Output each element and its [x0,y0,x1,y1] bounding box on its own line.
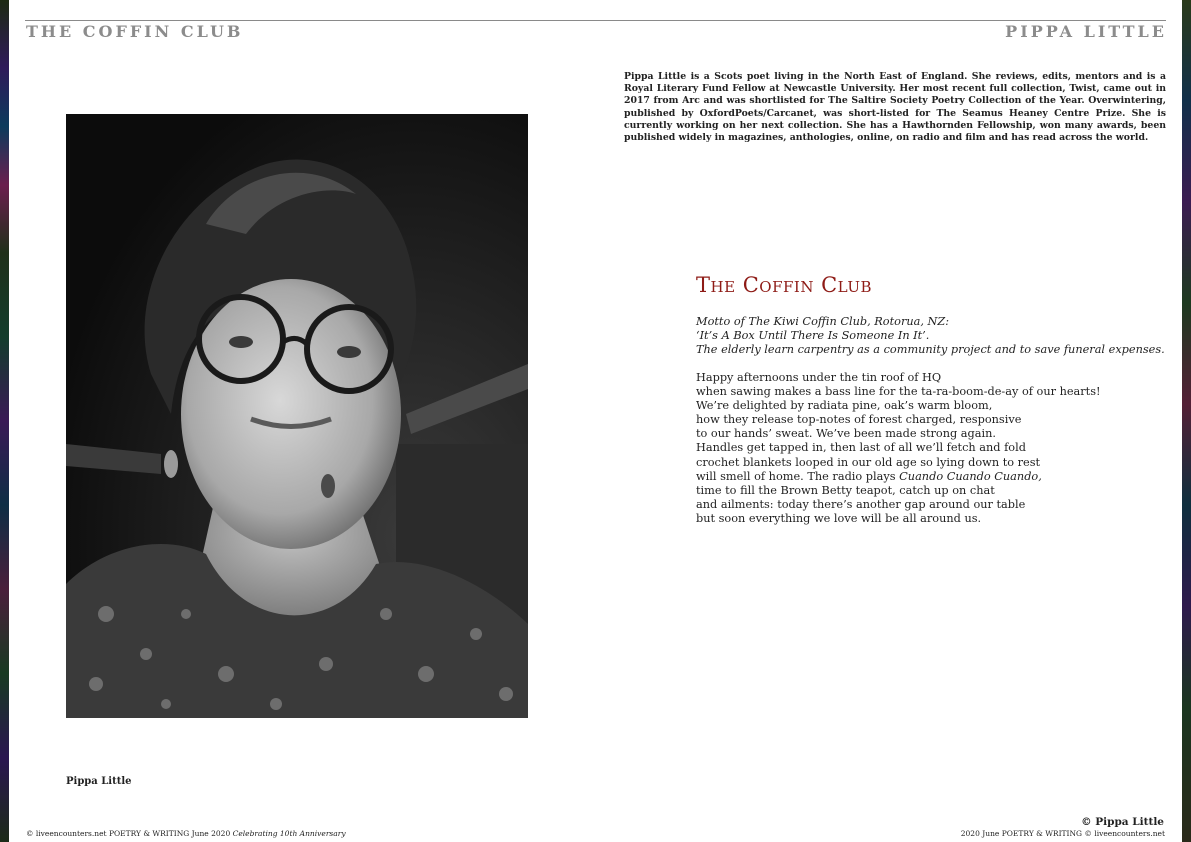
footer-anniversary: Celebrating 10th Anniversary [232,829,346,838]
photo-caption: Pippa Little [66,776,132,787]
song-title: Cuando Cuando Cuando, [899,469,1042,483]
footer-left [26,829,346,838]
right-page-edge-decoration [1182,0,1191,842]
poem-line: how they release top-notes of forest charged, responsive [696,413,1022,427]
left-page-edge-decoration [0,0,9,842]
poem-title: The Coffin Club [696,273,872,297]
poem-line: We’re delighted by radiata pine, oak’s warm bloom, [696,399,993,413]
poem-line: Handles get tapped in, then last of all we’ll fetch and fold [696,441,1026,455]
author-portrait-image [66,114,528,718]
poem-line: crochet blankets looped in our old age so lying down to rest [696,455,1041,469]
running-head-author: PIPPA LITTLE [1005,22,1167,41]
poem-epigraph [696,315,1165,358]
poem-stanza [696,371,1101,526]
poem-line: Happy afternoons under the tin roof of HQ [696,371,942,384]
author-photo [66,114,528,718]
author-bio: Pippa Little is a Scots poet living in the North East of England. She reviews, edits, mentors and is a Royal Literary Fund Fellow at Newcastle University. Her most recent full collection, Twist, came out in 2017 from Arc and was shortlisted for The Saltire Society Poetry Collection of the Year. Overwintering, published by OxfordPoets/Carcanet, was short-listed for The Seamus Heaney Centre Prize. She is currently working on her next collection. She has a Hawthornden Fellowship, won many awards, been published widely in magazines, anthologies, online, on radio and film and has read across the world. [624,71,1166,144]
epigraph-line: Motto of The Kiwi Coffin Club, Rotorua, NZ: [696,315,950,328]
header-rule [25,20,1166,21]
poem-line-text: will smell of home. The radio plays [696,469,900,483]
epigraph-line: ‘It’s A Box Until There Is Someone In It’. [696,329,930,343]
poem-line [696,470,1101,484]
footer-left-text: © liveencounters.net POETRY & WRITING June 2020 [26,829,233,838]
poem-line: but soon everything we love will be all around us. [696,511,982,525]
poem-line: to our hands’ sweat. We’ve been made strong again. [696,427,996,441]
footer-right: 2020 June POETRY & WRITING © liveencounters.net [960,829,1165,838]
epigraph-line: The elderly learn carpentry as a community project and to save funeral expenses. [696,343,1165,357]
poem-line: and ailments: today there’s another gap around our table [696,497,1026,511]
poem-line: when sawing makes a bass line for the ta-ra-boom-de-ay of our hearts! [696,385,1101,399]
running-head-title: THE COFFIN CLUB [26,22,244,41]
poem-line: time to fill the Brown Betty teapot, catch up on chat [696,483,995,497]
copyright-notice: © Pippa Little [1081,816,1164,828]
